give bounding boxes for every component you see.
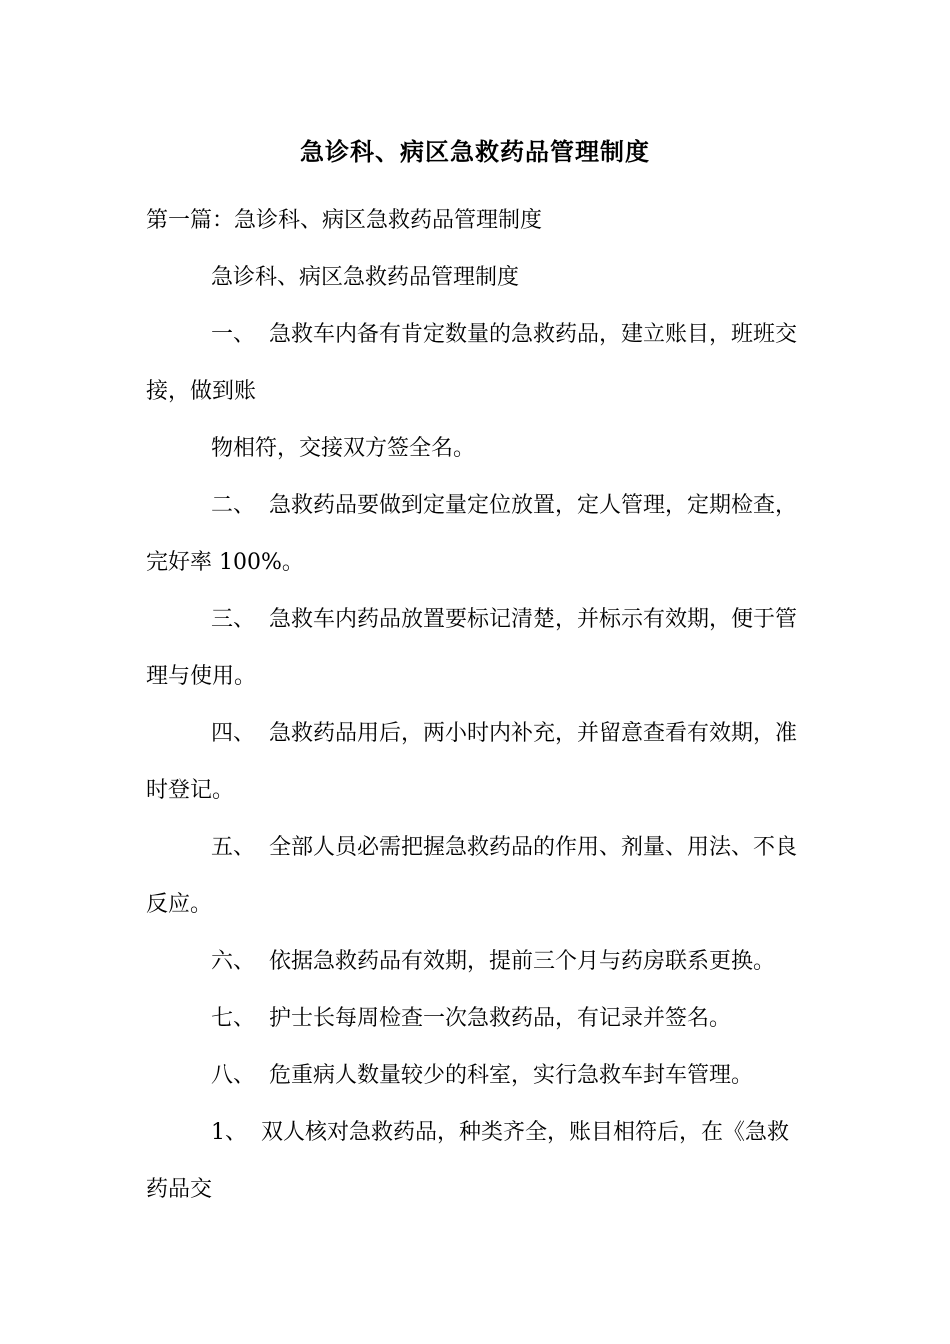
item-text-continued: 接，做到账 [146,379,257,404]
item-text: 双人核对急救药品，种类齐全，账目相符后，在《急救 [261,1120,790,1145]
item-number: 五、 [211,835,256,860]
item-text: 急救车内药品放置要标记清楚，并标示有效期，便于管 [269,607,798,632]
list-item [211,319,797,351]
item-number: 一、 [211,322,256,347]
item-text: 急救车内备有肯定数量的急救药品，建立账目，班班交 [269,322,798,347]
item-number: 三、 [211,607,256,632]
item-number: 六、 [211,949,256,974]
section-heading: 第一篇：急诊科、病区急救药品管理制度 [146,208,543,233]
document-title: 急诊科、病区急救药品管理制度 [300,137,650,166]
item-text: 依据急救药品有效期，提前三个月与药房联系更换。 [269,949,776,974]
subtitle: 急诊科、病区急救药品管理制度 [211,265,520,290]
item-text-continued: 反应。 [146,892,213,917]
list-item [211,604,797,636]
item-text: 危重病人数量较少的科室，实行急救车封车管理。 [269,1063,754,1088]
list-item [211,1117,789,1149]
list-item [211,1003,731,1035]
list-item [211,1060,753,1092]
list-item [211,490,797,522]
item-text-continued: 理与使用。 [146,664,257,689]
paragraph: 物相符，交接双方签全名。 [211,436,476,461]
item-text-continued: 完好率 100%。 [146,550,304,575]
item-number: 七、 [211,1006,256,1031]
list-item [211,718,797,750]
item-number: 二、 [211,493,256,518]
item-text: 急救药品用后，两小时内补充，并留意查看有效期，准 [269,721,798,746]
item-number: 八、 [211,1063,256,1088]
item-text-continued: 时登记。 [146,778,235,803]
item-number: 1、 [211,1120,247,1145]
item-text: 全部人员必需把握急救药品的作用、剂量、用法、不良 [269,835,798,860]
list-item [211,946,775,978]
item-text: 护士长每周检查一次急救药品，有记录并签名。 [269,1006,732,1031]
item-text-continued: 药品交 [146,1177,213,1202]
item-text: 急救药品要做到定量定位放置，定人管理，定期检查， [269,493,798,518]
list-item [211,832,797,864]
item-number: 四、 [211,721,256,746]
